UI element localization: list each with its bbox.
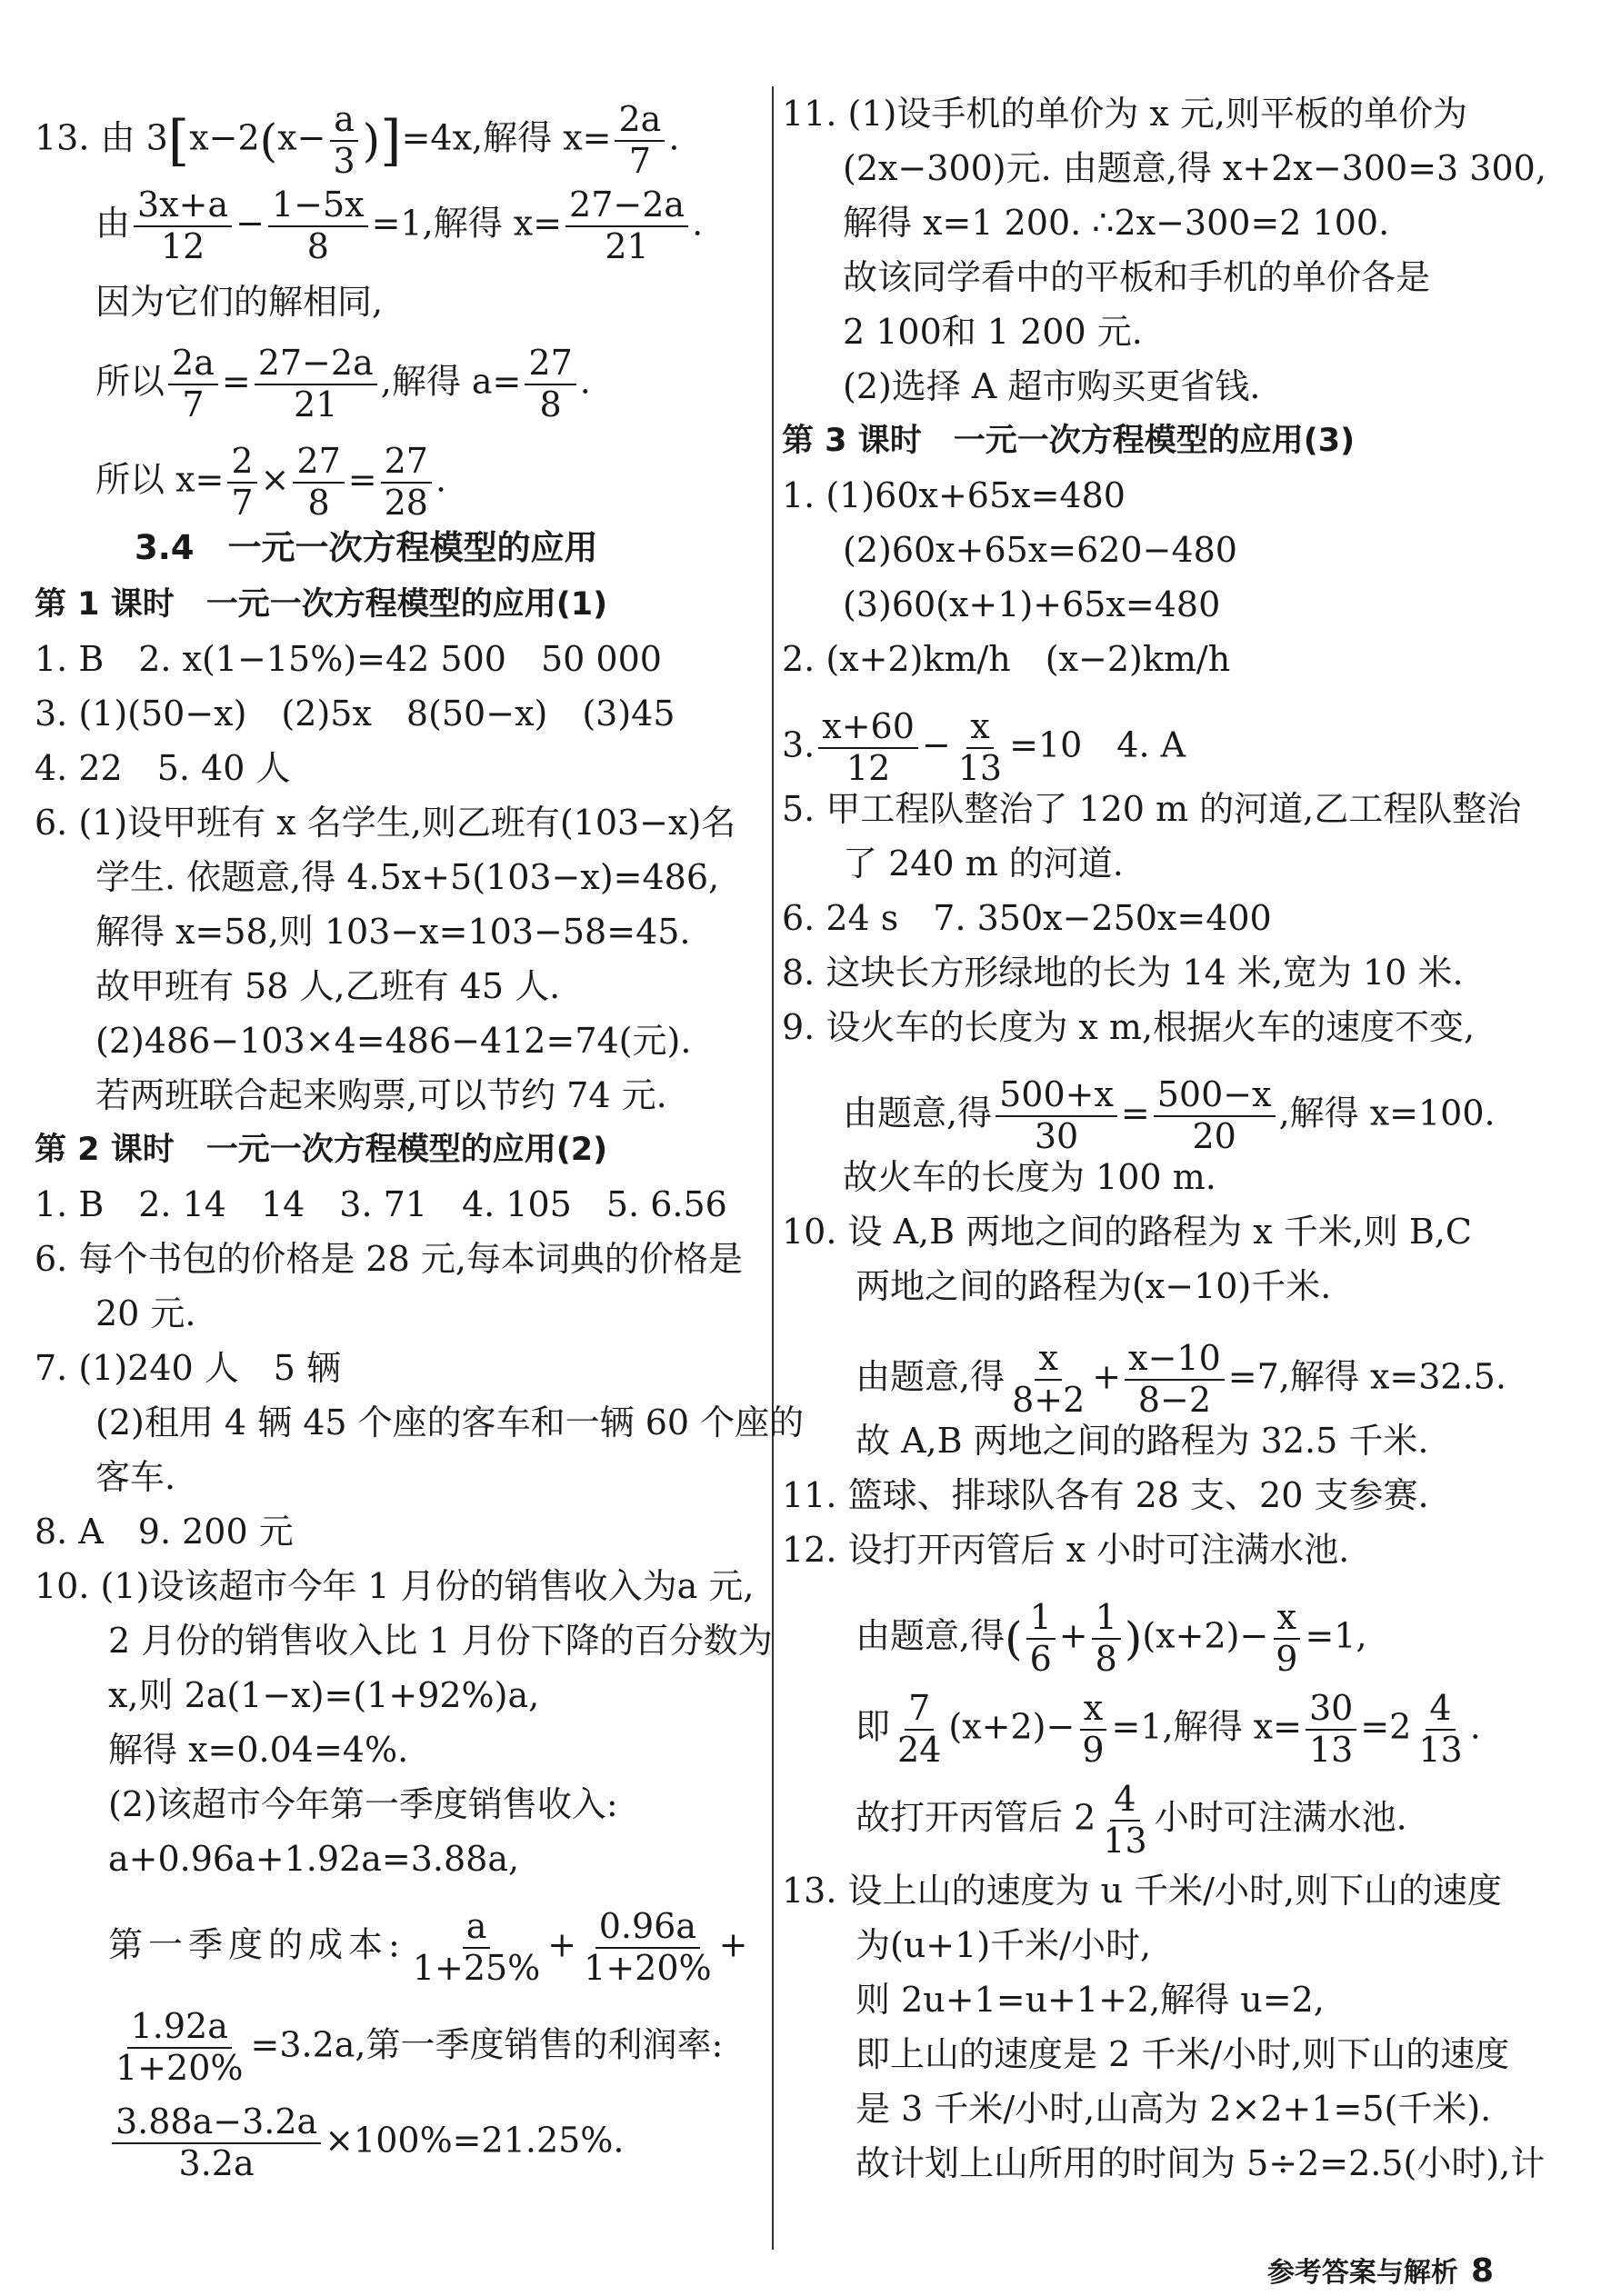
l3-q9-end-line: 故火车的长度为 100 m. (843, 1157, 1216, 1197)
l2-q10-cost-line: 第一季度的成本: $\frac{a}{1+25\%}$ + $\frac{0.96a}{1+20\%}$ + (108, 1906, 748, 1988)
l3-q8-line: 8. 这块长方形绿地的长为 14 米,宽为 10 米. (782, 953, 1464, 993)
fraction: $\frac{0.96a}{1+20\%}$ (584, 1906, 712, 1988)
l3-q10-line: 10. 设 A,B 两地之间的路程为 x 千米,则 B,C (782, 1212, 1472, 1252)
l3-q13-line: 即上山的速度是 2 千米/小时,则下山的速度 (856, 2034, 1510, 2074)
l1-line: 1. B 2. x(1−15%)=42 500 50 000 (35, 639, 662, 679)
l2-q10-line: 2 月份的销售收入比 1 月份下降的百分数为 (108, 1621, 773, 1661)
l3-q13-line: 为(u+1)千米/小时, (856, 1925, 1152, 1965)
section-title: 3.4 一元一次方程模型的应用 (135, 528, 598, 567)
l3-q10-line: 两地之间的路程为(x−10)千米. (856, 1266, 1332, 1306)
fraction: $\frac{27}{28}$ (381, 444, 432, 522)
l1-q6-line: 6. (1)设甲班有 x 名学生,则乙班有(103−x)名 (35, 803, 736, 843)
fraction: $\frac{x}{13}$ (957, 706, 1003, 788)
l3-q13-line: 是 3 千米/小时,山高为 2×2+1=5(千米). (856, 2089, 1492, 2129)
l1-q6-line: 若两班联合起来购票,可以节约 74 元. (95, 1075, 667, 1115)
lesson-2-title: 第 2 课时 一元一次方程模型的应用(2) (35, 1132, 608, 1168)
fraction: $\frac{4}{13}$ (1418, 1688, 1463, 1770)
fraction: $\frac{1-5x}{8}$ (268, 187, 368, 265)
l3-q2-line: 2. (x+2)km/h (x−2)km/h (782, 639, 1231, 679)
l1-q6-line: 故甲班有 58 人,乙班有 45 人. (95, 966, 561, 1006)
l3-q5-line: 5. 甲工程队整治了 120 m 的河道,乙工程队整治 (782, 789, 1522, 829)
l3-q1-line: (3)60(x+1)+65x=480 (843, 584, 1221, 624)
l3-q10-end-line: 故 A,B 两地之间的路程为 32.5 千米. (856, 1421, 1429, 1461)
l2-q10-line: (2)该超市今年第一季度销售收入: (108, 1784, 618, 1824)
l2-q10-line: a+0.96a+1.92a=3.88a, (108, 1839, 520, 1879)
fraction: $\frac{x+60}{12}$ (818, 709, 918, 787)
l1-line: 3. (1)(50−x) (2)5x 8(50−x) (3)45 (35, 694, 675, 734)
fraction: $\frac{3x+a}{12}$ (134, 187, 232, 265)
r-q11-line: 2 100和 1 200 元. (843, 312, 1143, 352)
l2-line: 1. B 2. 14 14 3. 71 4. 105 5. 6.56 (35, 1184, 727, 1224)
q13-line-1: 13. 由 3[x−2(x− $\frac{a}{3}$ )]=4x,解得 x= $\frac{2a}{7}$ . (35, 99, 680, 181)
l2-q7-line: 客车. (95, 1457, 176, 1497)
r-q11-line: (2x−300)元. 由题意,得 x+2x−300=3 300, (843, 148, 1546, 188)
l2-q10-line: 10. (1)设该超市今年 1 月份的销售收入为a 元, (35, 1566, 755, 1606)
l3-q9-line: 9. 设火车的长度为 x m,根据火车的速度不变, (782, 1007, 1476, 1047)
fraction: $\frac{2}{7}$ (227, 444, 256, 522)
l3-q13-line: 则 2u+1=u+1+2,解得 u=2, (856, 1980, 1325, 2020)
fraction: $\frac{x}{9}$ (1078, 1691, 1107, 1769)
l2-q10-rate-line: $\frac{1.92a}{1+20\%}$ =3.2a,第一季度销售的利润率: (108, 2009, 723, 2087)
l1-q6-line: 解得 x=58,则 103−x=103−58=45. (95, 912, 691, 952)
l3-q12-eq-line: 由题意,得( $\frac{1}{6}$ + $\frac{1}{8}$ )(x+2)− $\frac{x}{9}$ =1, (856, 1597, 1367, 1679)
footer-label: 参考答案与解析 (1266, 2257, 1458, 2289)
l3-q1-line: 1. (1)60x+65x=480 (782, 475, 1126, 515)
l2-q10-profit-line: $\frac{3.88a-3.2a}{3.2a}$ ×100%=21.25%. (108, 2104, 625, 2182)
fraction: $\frac{30}{13}$ (1306, 1691, 1356, 1769)
l3-q11-line: 11. 篮球、排球队各有 28 支、20 支参赛. (782, 1475, 1429, 1515)
fraction: $\frac{1}{8}$ (1092, 1600, 1121, 1678)
l3-q3-line: 3. $\frac{x+60}{12}$ − $\frac{x}{13}$ =10 4. A (782, 706, 1186, 788)
q13-line-2: 由 $\frac{3x+a}{12}$ − $\frac{1-5x}{8}$ =1,解得 x= $\frac{27-2a}{21}$ . (95, 185, 704, 266)
l2-q6-line: 6. 每个书包的价格是 28 元,每本词典的价格是 (35, 1239, 743, 1279)
fraction: $\frac{x}{8+2}$ (1012, 1338, 1086, 1420)
fraction: $\frac{x-10}{8-2}$ (1125, 1341, 1225, 1419)
l3-q1-line: (2)60x+65x=620−480 (843, 530, 1237, 570)
l3-q13-line: 故计划上山所用的时间为 5÷2=2.5(小时),计 (856, 2143, 1546, 2183)
r-q11-line: 故该同学看中的平板和手机的单价各是 (843, 257, 1431, 297)
fraction: $\frac{27-2a}{21}$ (565, 187, 688, 265)
page-footer (1267, 2250, 1494, 2290)
fraction: $\frac{3.88a-3.2a}{3.2a}$ (112, 2104, 321, 2182)
l2-q6-line: 20 元. (95, 1293, 196, 1333)
l3-q12-end-line: 故打开丙管后 2 $\frac{4}{13}$ 小时可注满水池. (856, 1779, 1407, 1861)
page-number: 8 (1470, 2252, 1494, 2290)
fraction: $\frac{7}{24}$ (897, 1688, 942, 1770)
fraction: $\frac{x}{9}$ (1272, 1600, 1301, 1678)
q13-line-4: 所以 $\frac{2a}{7}$ = $\frac{27-2a}{21}$ ,解得 a= $\frac{27}{8}$ . (95, 343, 591, 424)
fraction: $\frac{2a}{7}$ (615, 102, 665, 180)
q13-line-3: 因为它们的解相同, (95, 282, 384, 322)
column-divider (772, 86, 774, 2250)
lesson-1-title: 第 1 课时 一元一次方程模型的应用(1) (35, 586, 608, 623)
r-q11-line: 11. (1)设手机的单价为 x 元,则平板的单价为 (782, 94, 1468, 134)
fraction: $\frac{2a}{7}$ (168, 345, 218, 424)
l2-q10-line: 解得 x=0.04=4%. (108, 1730, 409, 1770)
l3-q12-eq2-line: 即 $\frac{7}{24}$ (x+2)− $\frac{x}{9}$ =1,解得 x= $\frac{30}{13}$ =2 $\frac{4}{13}$ . (856, 1688, 1481, 1770)
l2-q8-line: 8. A 9. 200 元 (35, 1512, 294, 1552)
l3-q10-eq-line: 由题意,得 $\frac{x}{8+2}$ + $\frac{x-10}{8-2}$ =7,解得 x=32.5. (856, 1338, 1506, 1420)
l3-q12-line: 12. 设打开丙管后 x 小时可注满水池. (782, 1530, 1350, 1570)
fraction: $\frac{27-2a}{21}$ (255, 345, 377, 424)
r-q11-line: (2)选择 A 超市购买更省钱. (843, 366, 1261, 406)
l3-q13-line: 13. 设上山的速度为 u 千米/小时,则下山的速度 (782, 1871, 1503, 1911)
q13-line-5: 所以 x= $\frac{2}{7}$ × $\frac{27}{8}$ = $\frac{27}{28}$ . (95, 441, 447, 523)
fraction: $\frac{27}{8}$ (293, 444, 344, 522)
l1-line: 4. 22 5. 40 人 (35, 748, 291, 788)
l3-q6-line: 6. 24 s 7. 350x−250x=400 (782, 898, 1272, 938)
l2-q7-line: (2)租用 4 辆 45 个座的客车和一辆 60 个座的 (95, 1403, 805, 1442)
l1-q6-line: (2)486−103×4=486−412=74(元). (95, 1021, 692, 1061)
fraction: $\frac{500+x}{30}$ (996, 1077, 1117, 1155)
l3-q5-line: 了 240 m 的河道. (843, 844, 1124, 883)
fraction: $\frac{500-x}{20}$ (1154, 1077, 1276, 1155)
l2-q10-line: x,则 2a(1−x)=(1+92%)a, (108, 1675, 540, 1715)
fraction: $\frac{1}{6}$ (1026, 1600, 1056, 1678)
fraction: $\frac{a}{3}$ (329, 102, 358, 180)
fraction: $\frac{a}{1+25\%}$ (412, 1906, 541, 1988)
fraction: $\frac{1.92a}{1+20\%}$ (115, 2006, 244, 2088)
l1-q6-line: 学生. 依题意,得 4.5x+5(103−x)=486, (95, 857, 720, 897)
l2-q7-line: 7. (1)240 人 5 辆 (35, 1348, 342, 1388)
l3-q9-eq-line: 由题意,得 $\frac{500+x}{30}$ = $\frac{500-x}{20}$ ,解得 x=100. (843, 1074, 1496, 1156)
fraction: $\frac{4}{13}$ (1103, 1779, 1147, 1861)
r-q11-line: 解得 x=1 200. ∴2x−300=2 100. (843, 203, 1390, 243)
fraction: $\frac{27}{8}$ (525, 345, 575, 424)
lesson-3-title: 第 3 课时 一元一次方程模型的应用(3) (782, 423, 1356, 459)
